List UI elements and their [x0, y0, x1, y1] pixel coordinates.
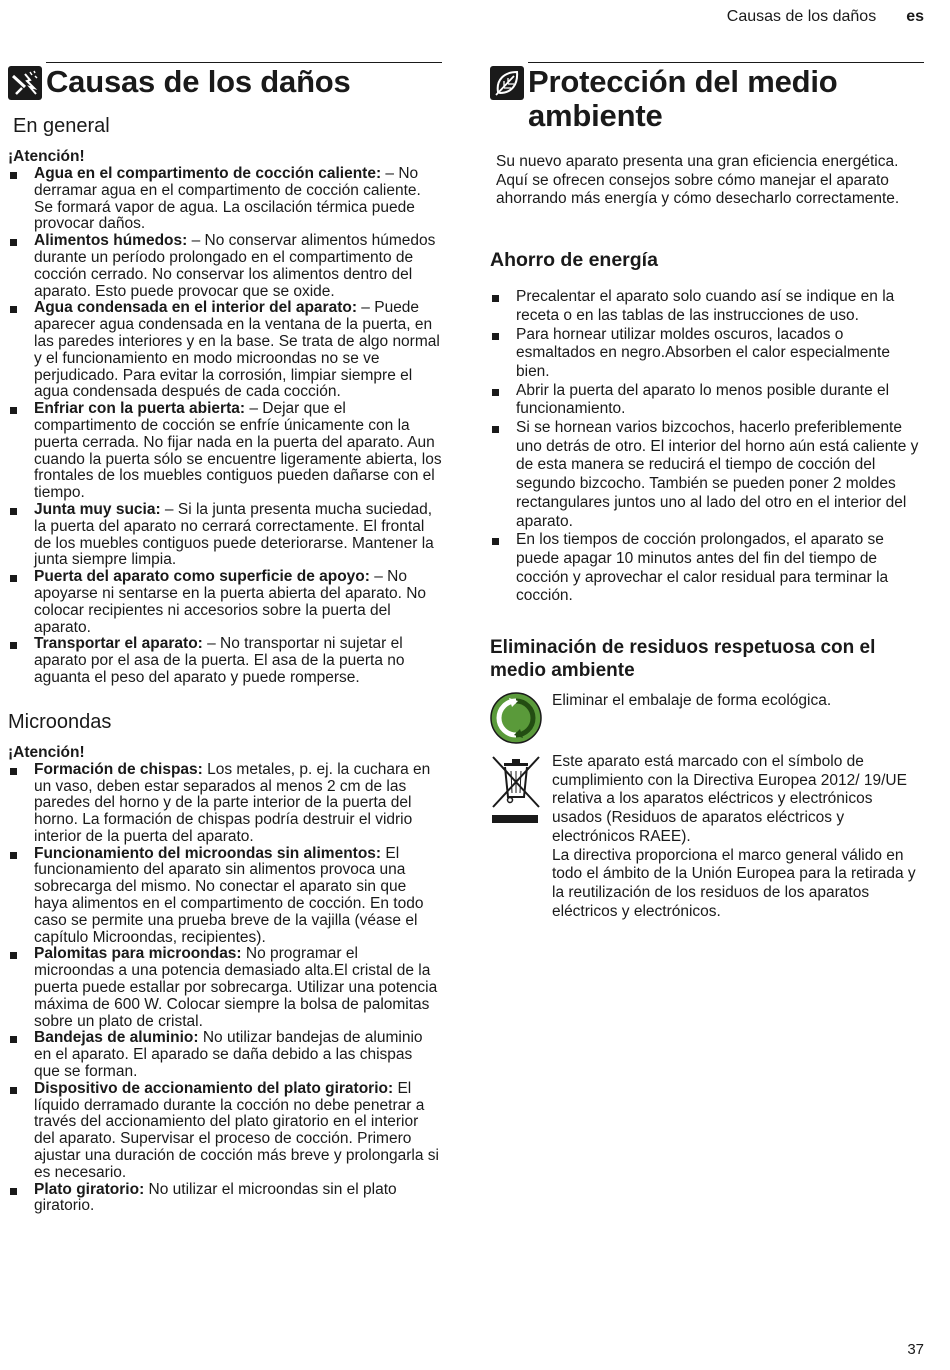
page-title: Causas de los daños	[46, 64, 351, 99]
list-item	[8, 636, 442, 686]
list-item: Para hornear utilizar moldes oscuros, lacados o esmaltados en negro.Absorben el calor especialmente bien.	[490, 326, 924, 382]
weee-paragraph-1: Este aparato está marcado con el símbolo de cumplimiento con la Directiva Europea 2012/ 19/UE relativa a los aparatos eléctricos y electrónicos usados (Residuos de aparatos eléctricos y electrónicos RAEE).	[552, 753, 907, 845]
packaging-row	[490, 692, 924, 749]
item-bold: Palomitas para microondas:	[34, 945, 242, 963]
energy-tips-list	[490, 288, 924, 606]
attention-label: ¡Atención!	[8, 148, 85, 165]
item-text: – Puede aparecer agua condensada en la ventana de la puerta, en las paredes interiores y en la base. Se trata de algo normal y el funcionamiento en modo microondas no se ve perjudicado. Para evitar la corrosión, limpiar siempre el agua condensada después de cada cocción.	[34, 299, 440, 401]
item-bold: Funcionamiento del microondas sin alimentos:	[34, 844, 382, 862]
left-column	[8, 62, 442, 1215]
item-text: El funcionamiento del aparato sin alimentos provoca una sobrecarga del mismo. No conectar el aparato sin que haya alimentos en el compartimento de cocción. En todo caso se permite una prueba breve de la vajilla (véase el capítulo Microondas, recipientes).	[34, 844, 424, 946]
heading-energy: Ahorro de energía	[490, 249, 658, 272]
list-item: Abrir la puerta del aparato lo menos posible durante el funcionamiento.	[490, 382, 924, 419]
general-warning-list	[8, 166, 442, 687]
item-bold: Bandejas de aluminio:	[34, 1029, 199, 1047]
broken-appliance-icon	[8, 66, 42, 100]
list-item: Si se hornean varios bizcochos, hacerlo preferiblemente uno detrás de otro. El interior del horno aún está caliente y de esta manera se reducirá el tiempo de cocción del segundo bizcocho. También se pueden poner 2 moldes rectangulares juntos uno al lado del otro en el interior del aparato.	[490, 419, 924, 531]
item-bold: Agua en el compartimento de cocción caliente:	[34, 165, 382, 182]
list-item	[8, 502, 442, 569]
item-bold: Dispositivo de accionamiento del plato giratorio:	[34, 1079, 394, 1097]
weee-row	[490, 753, 924, 921]
list-item	[8, 1030, 442, 1080]
list-item: En los tiempos de cocción prolongados, el aparato se puede apagar 10 minutos antes del fin del tiempo de cocción y aprovechar el calor residual para terminar la cocción.	[490, 531, 924, 606]
item-bold: Enfriar con la puerta abierta:	[34, 400, 246, 418]
icon-cell	[490, 753, 552, 921]
title-rule	[46, 62, 442, 63]
list-item	[8, 1081, 442, 1182]
list-item	[8, 569, 442, 636]
weee-text	[552, 753, 924, 921]
heading-disposal: Eliminación de residuos respetuosa con el medio ambiente	[490, 637, 876, 682]
list-item	[8, 233, 442, 300]
heading-general: En general	[13, 115, 110, 137]
item-bold: Junta muy sucia:	[34, 500, 161, 518]
crossed-bin-icon	[490, 753, 542, 825]
right-column	[490, 62, 924, 921]
list-item	[8, 300, 442, 401]
item-text: – Si la junta presenta mucha suciedad, la puerta del aparato no cerrará correctamente. El frontal de los muebles contiguos puede deteriorarse. Mantener la junta siempre limpia.	[34, 500, 434, 569]
weee-paragraph-2: La directiva proporciona el marco general válido en todo el ámbito de la Unión Europea para la retirada y la reutilización de los residuos de los aparatos eléctricos y electrónicos.	[552, 846, 916, 920]
item-text: No utilizar bandejas de aluminio en el aparato. El aparado se daña debido a las chispas que se forman.	[34, 1029, 423, 1081]
list-item	[8, 762, 442, 846]
list-item	[8, 166, 442, 233]
item-text: No programar el microondas a una potencia demasiado alta.El cristal de la puerta puede estallar por sobrecarga. Utilizar una potencia máxima de 600 W. Colocar siempre la bolsa de palomitas sobre un plato de cristal.	[34, 945, 438, 1030]
item-bold: Formación de chispas:	[34, 760, 203, 778]
heading-microwave: Microondas	[8, 710, 112, 733]
item-bold: Plato giratorio:	[34, 1180, 145, 1198]
header-language: es	[906, 8, 924, 25]
header-section: Causas de los daños	[726, 8, 877, 25]
list-item	[8, 401, 442, 502]
item-text: – No conservar alimentos húmedos durante un período prolongado en el compartimento de cocción cerrado. No conservar los alimentos dentro del aparato. Esto puede provocar que se oxide.	[34, 232, 436, 300]
microwave-warning-list	[8, 762, 442, 1216]
item-text: – Dejar que el compartimento de cocción se enfríe únicamente con la puerta cerrada. No fijar nada en la puerta del aparato. Aun cuando la puerta sólo se encuentre ligeramente abierta, los frontales de los muebles contiguos pueden dañarse con el tiempo.	[34, 400, 442, 502]
environment-intro: Su nuevo aparato presenta una gran eficiencia energética. Aquí se ofrecen consejos sobre cómo manejar el aparato ahorrando más energía y cómo desecharlo correctamente.	[496, 153, 900, 208]
green-dot-recycle-icon	[490, 692, 542, 744]
section-title-damage	[8, 65, 442, 100]
leaf-icon	[490, 66, 524, 100]
item-text: – No derramar agua en el compartimento de cocción caliente. Se formará vapor de agua. La oscilación térmica puede provocar daños.	[34, 165, 421, 233]
list-item	[8, 946, 442, 1030]
list-item	[8, 846, 442, 947]
item-text: El líquido derramado durante la cocción no debe penetrar a través del accionamiento del plato giratorio en el interior del aparato. Supervisar el proceso de cocción. Primero ajustar una duración de cocción más breve y prolongarla si es necesario.	[34, 1079, 439, 1181]
running-header	[727, 8, 924, 26]
icon-cell	[490, 692, 552, 749]
item-text: Los metales, p. ej. la cuchara en un vaso, deben estar separados al menos 2 cm de las paredes del horno y de la parte interior de la puerta del horno. La formación de chispas podría destruir el vidrio interior de la puerta del aparato.	[34, 760, 431, 845]
item-text: – No apoyarse ni sentarse en la puerta abierta del aparato. No colocar recipientes ni accesorios sobre la puerta del aparato.	[34, 568, 427, 636]
page-number: 37	[907, 1341, 924, 1358]
packaging-text: Eliminar el embalaje de forma ecológica.	[552, 692, 832, 710]
list-item: Precalentar el aparato solo cuando así se indique en la receta o en las tablas de las instrucciones de uso.	[490, 288, 924, 325]
item-text: – No transportar ni sujetar el aparato por el asa de la puerta. El asa de la puerta no aguanta el peso del aparato y puede romperse.	[34, 635, 405, 686]
list-item	[8, 1182, 442, 1216]
attention-label: ¡Atención!	[8, 743, 85, 761]
section-title-environment	[490, 65, 924, 133]
item-bold: Puerta del aparato como superficie de apoyo:	[34, 568, 370, 586]
item-text: No utilizar el microondas sin el plato giratorio.	[34, 1180, 397, 1215]
environment-title: Protección del medio ambiente	[528, 64, 838, 133]
item-bold: Agua condensada en el interior del aparato:	[34, 299, 357, 317]
title-rule	[528, 62, 924, 63]
item-bold: Alimentos húmedos:	[34, 232, 188, 250]
item-bold: Transportar el aparato:	[34, 635, 203, 653]
